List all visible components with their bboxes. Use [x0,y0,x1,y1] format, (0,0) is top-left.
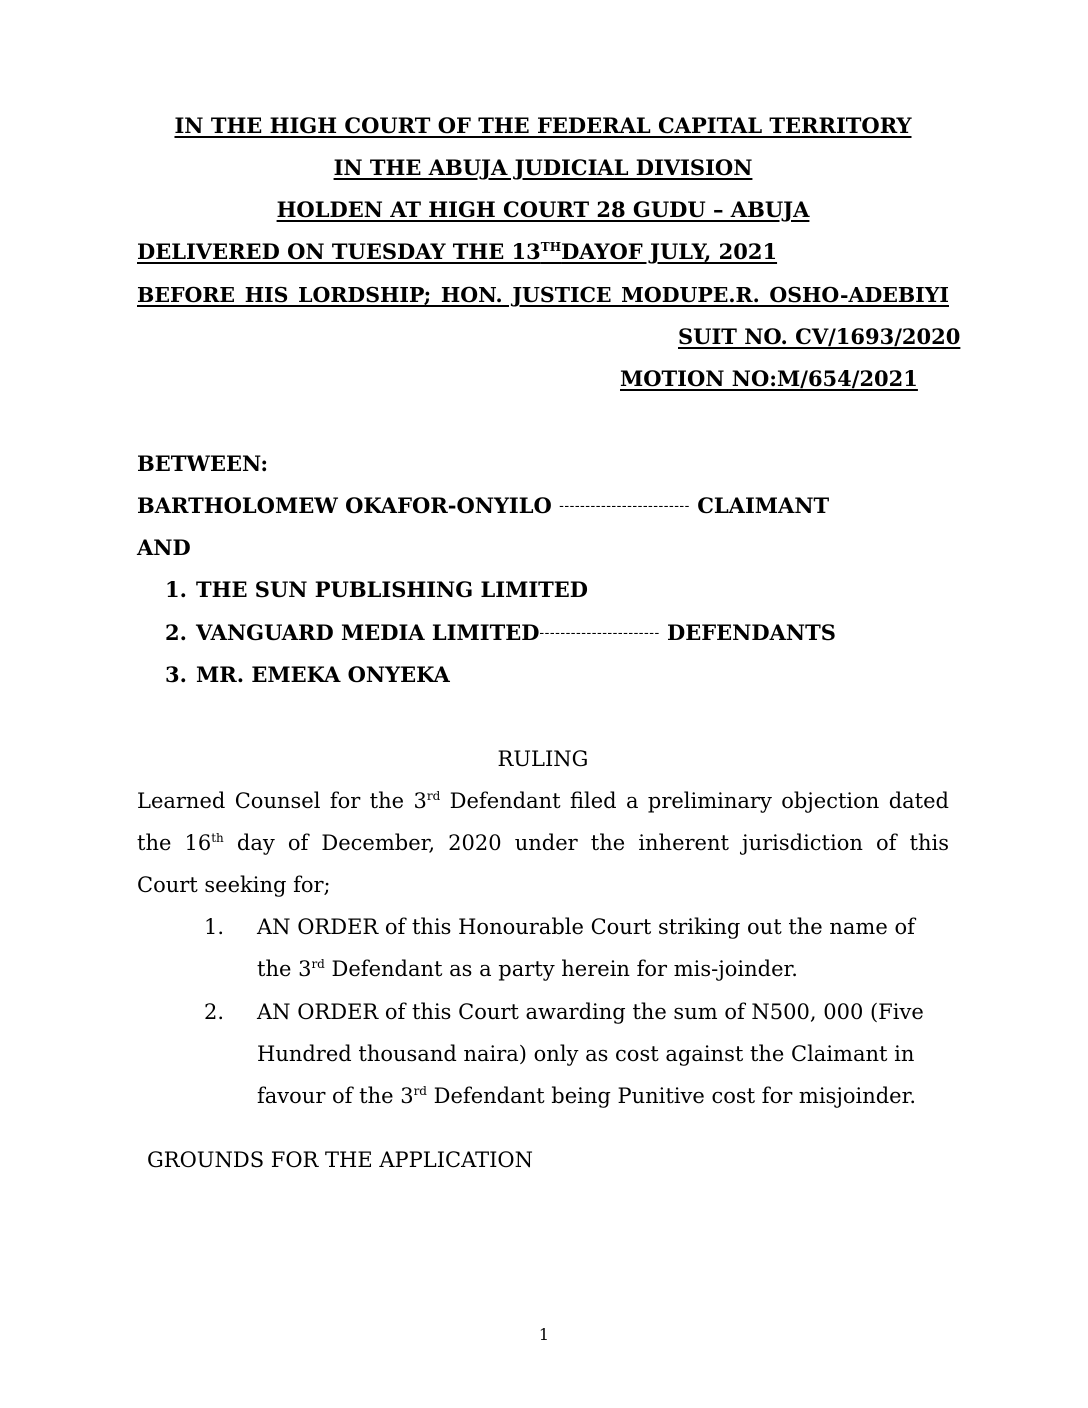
order-number-2: 2. [204,1000,225,1024]
paragraph-1-line-1: Learned Counsel for the 3rd Defendant filed a preliminary objection dated [137,789,949,813]
claimant-role: CLAIMANT [697,493,830,518]
order-2-line-3: favour of the 3rd Defendant being Punitive cost for misjoinder. [257,1084,917,1108]
order-number-1: 1. [204,915,225,939]
claimant-dashes: ------------------------- [559,498,690,514]
order-1-line-2: the 3rd Defendant as a party herein for mis-joinder. [257,957,798,981]
division-title: IN THE ABUJA JUDICIAL DIVISION [333,155,753,180]
defendant-line-2 [196,620,836,646]
defendants-dashes: ----------------------- [539,625,660,641]
order-1-line-1: AN ORDER of this Honourable Court striking out the name of [257,915,915,939]
before-line: BEFORE HIS LORDSHIP; HON. JUSTICE MODUPE.R. OSHO-ADEBIYI [137,283,949,307]
defendant-number-2: 2. [165,620,187,645]
claimant-line [137,493,829,519]
defendant-name-1: THE SUN PUBLISHING LIMITED [196,577,588,602]
page-number: 1 [538,1325,550,1344]
claimant-name: BARTHOLOMEW OKAFOR-ONYILO [137,493,552,518]
order-2-line-1: AN ORDER of this Court awarding the sum of N500, 000 (Five [257,1000,924,1024]
defendants-role: DEFENDANTS [667,620,836,645]
ruling-heading: RULING [497,747,589,771]
holden-line: HOLDEN AT HIGH COURT 28 GUDU – ABUJA [276,197,810,222]
delivered-line: DELIVERED ON TUESDAY THE 13THDAYOF JULY, 2021 [137,239,778,264]
order-2-line-2: Hundred thousand naira) only as cost against the Claimant in [257,1042,915,1066]
suit-number: SUIT NO. CV/1693/2020 [678,324,961,349]
paragraph-1-line-3: Court seeking for; [137,873,331,897]
between-label: BETWEEN: [137,451,269,476]
and-label: AND [137,535,191,560]
defendant-name-2: VANGUARD MEDIA LIMITED [196,620,540,645]
defendant-number-3: 3. [165,662,187,687]
defendant-name-3: MR. EMEKA ONYEKA [196,662,450,687]
court-title: IN THE HIGH COURT OF THE FEDERAL CAPITAL TERRITORY [174,113,912,138]
grounds-heading: GROUNDS FOR THE APPLICATION [147,1148,534,1172]
defendant-number-1: 1. [165,577,187,602]
motion-number: MOTION NO:M/654/2021 [620,366,918,391]
paragraph-1-line-2: the 16th day of December, 2020 under the inherent jurisdiction of this [137,831,949,855]
